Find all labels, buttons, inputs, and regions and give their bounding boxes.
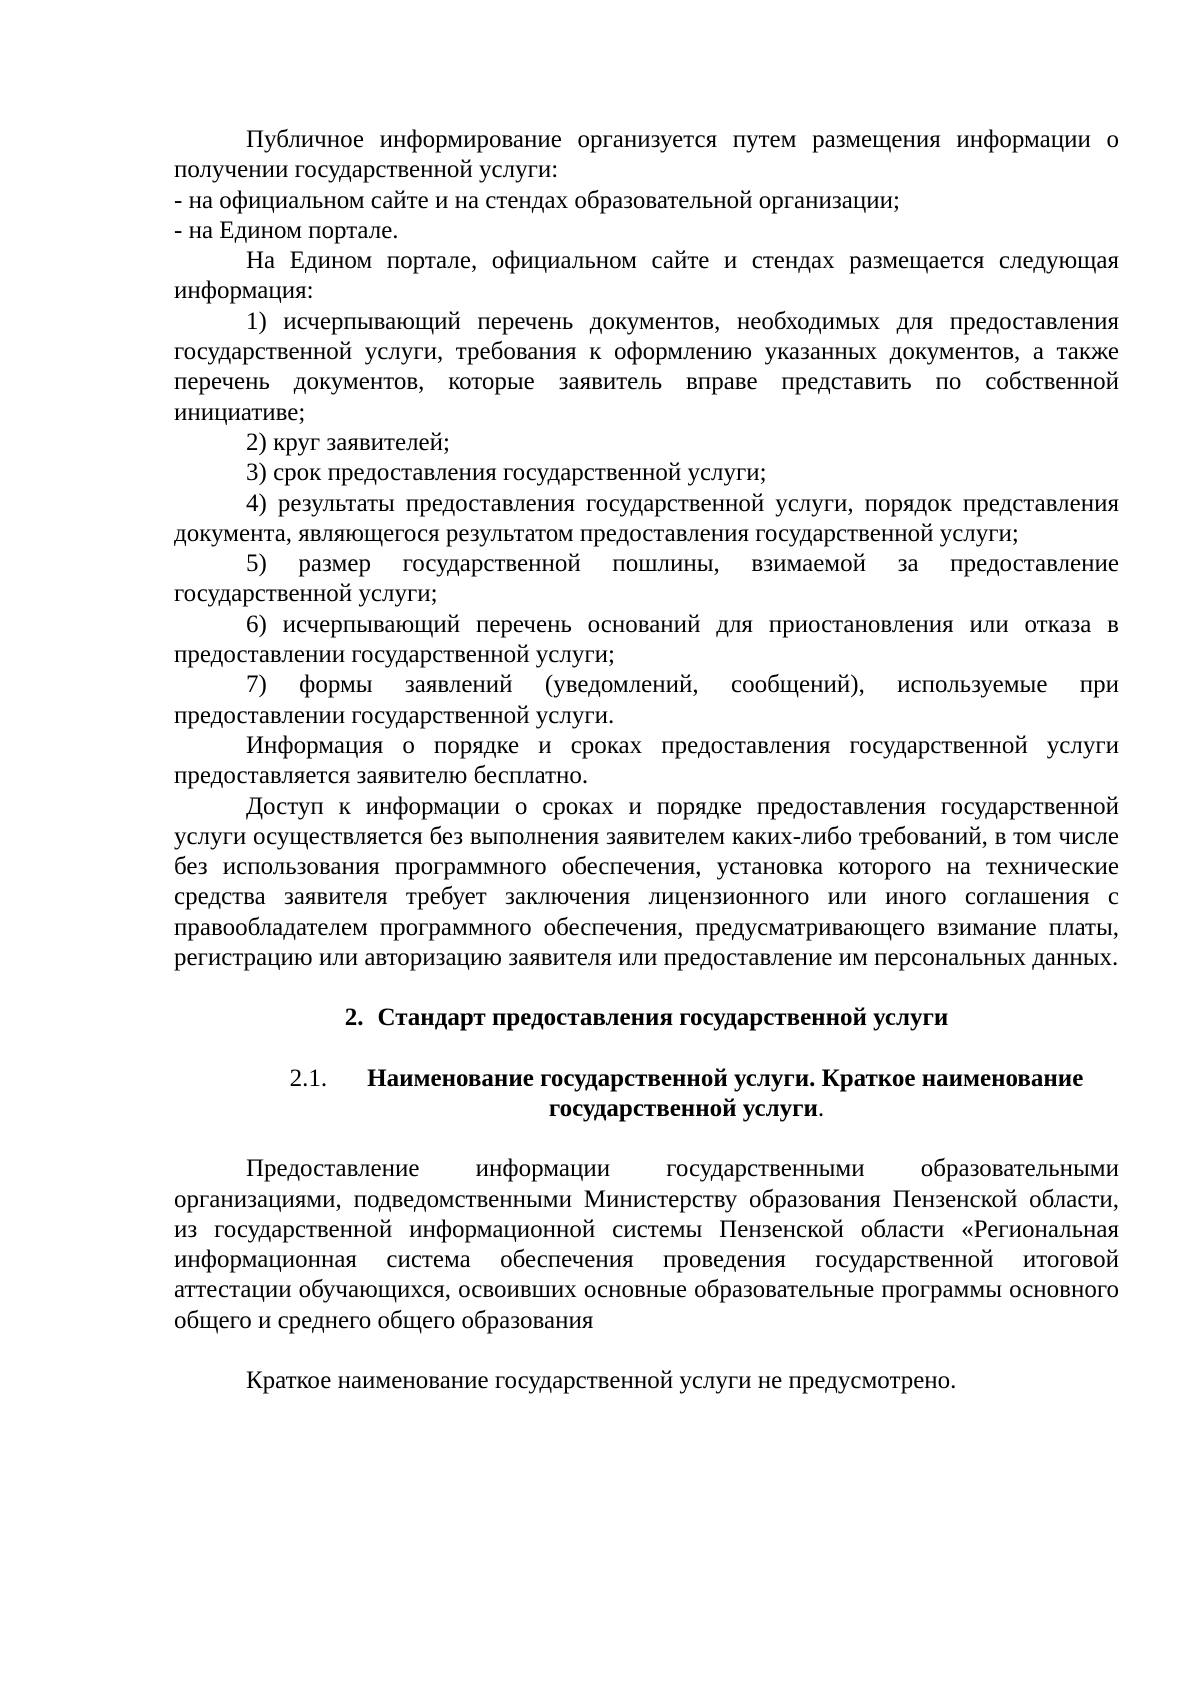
list-item-4: 4) результаты предоставления государственной услуги, порядок представления документа, являющегося результатом предоставления государственной услуги; [174, 489, 1119, 547]
subsection-heading [174, 1064, 1119, 1125]
section-heading [174, 1003, 1119, 1033]
subsection-title-period: . [817, 1094, 825, 1122]
subsection-number: 2.1. [289, 1064, 328, 1092]
list-item-1: 1) исчерпывающий перечень документов, необходимых для предоставления государственной услуги, требования к оформлению указанных документов, а также перечень документов, которые заявитель вправе представить по собственной инициативе; [174, 307, 1119, 426]
list-item-5: 5) размер государственной пошлины, взимаемой за предоставление государственной услуги; [174, 550, 1119, 608]
list-item-3: 3) срок предоставления государственной услуги; [246, 459, 767, 487]
list-item-official-site: - на официальном сайте и на стендах образовательной организации; [174, 186, 900, 214]
list-item-7: 7) формы заявлений (уведомлений, сообщений), используемые при предоставлении государственной услуги. [174, 671, 1119, 729]
list-item-unified-portal: - на Едином портале. [174, 216, 399, 244]
paragraph-access-information: Доступ к информации о сроках и порядке предоставления государственной услуги осуществляется без выполнения заявителем каких-либо требований, в том числе без использования программного обеспечения, установка которого на технические средства заявителя требует заключения лицензионного или иного соглашения с правообладателем программного обеспечения, предусматривающего взимание платы, регистрацию или авторизацию заявителя или предоставление им персональных данных. [174, 792, 1119, 972]
paragraph-posted-information: На Едином портале, официальном сайте и стендах размещается следующая информация: [174, 247, 1119, 305]
paragraph-public-informing: Публичное информирование организуется путем размещения информации о получении государственной услуги: [174, 126, 1119, 184]
section-number: 2. [344, 1004, 364, 1032]
paragraph-free-information: Информация о порядке и сроках предоставления государственной услуги предоставляется заявителю бесплатно. [174, 731, 1119, 790]
paragraph-short-name: Краткое наименование государственной услуги не предусмотрено. [246, 1366, 957, 1394]
section-title: Стандарт предоставления государственной услуги [377, 1004, 949, 1032]
list-item-6: 6) исчерпывающий перечень оснований для приостановления или отказа в предоставлении государственной услуги; [174, 610, 1119, 669]
subsection-title: Наименование государственной услуги. Краткое наименование государственной услуги [367, 1064, 1084, 1122]
document-page [174, 125, 1119, 1396]
list-item-2: 2) круг заявителей; [246, 428, 450, 456]
paragraph-service-name: Предоставление информации государственными образовательными организациями, подведомственными Министерству образования Пензенской области, из государственной информационной системы Пензенской области «Региональная информационная система обеспечения проведения государственной итоговой аттестации обучающихся, освоивших основные образовательные программы основного общего и среднего общего образования [174, 1155, 1119, 1334]
